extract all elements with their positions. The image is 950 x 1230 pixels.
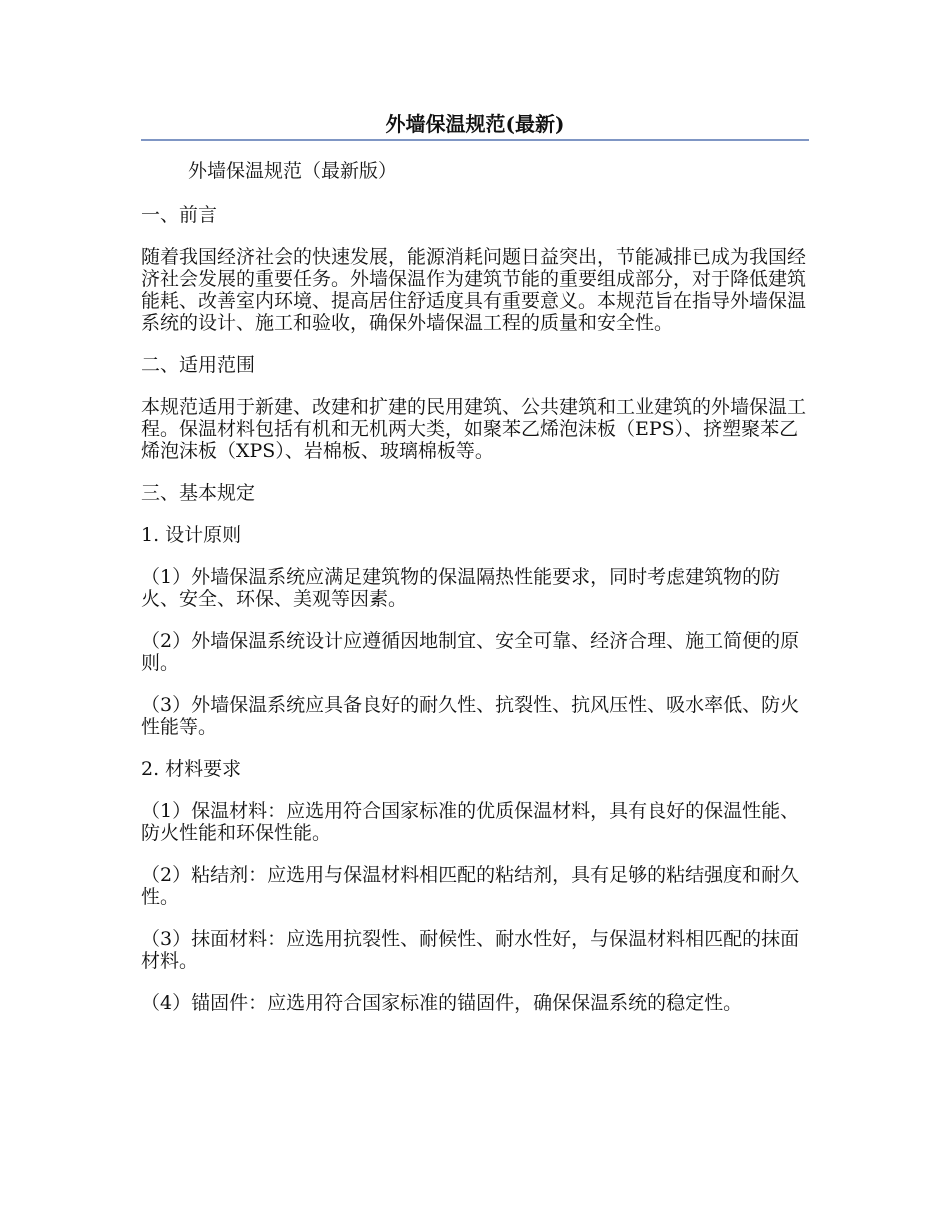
section-heading-basic-rules: 三、基本规定 [141, 482, 256, 504]
list-item: （3）外墙保温系统应具备良好的耐久性、抗裂性、抗风压性、吸水率低、防火性能等。 [141, 694, 800, 738]
document-body [141, 160, 811, 1034]
title-divider [141, 139, 809, 141]
paragraph-scope: 本规范适用于新建、改建和扩建的民用建筑、公共建筑和工业建筑的外墙保温工程。保温材料包括有机和无机两大类，如聚苯乙烯泡沫板（EPS）、挤塑聚苯乙烯泡沫板（XPS）、岩棉板、玻璃棉板等。 [141, 396, 807, 462]
paragraph-preface: 随着我国经济社会的快速发展，能源消耗问题日益突出，节能减排已成为我国经济社会发展的重要任务。外墙保温作为建筑节能的重要组成部分，对于降低建筑能耗、改善室内环境、提高居住舒适度具有重要意义。本规范旨在指导外墙保温系统的设计、施工和验收，确保外墙保温工程的质量和安全性。 [141, 246, 807, 334]
section-heading-preface: 一、前言 [141, 204, 218, 226]
document-subtitle: 外墙保温规范（最新版） [188, 160, 398, 182]
subheading-material-requirements: 2. 材料要求 [141, 758, 242, 780]
list-item: （2）粘结剂：应选用与保温材料相匹配的粘结剂，具有足够的粘结强度和耐久性。 [141, 864, 800, 908]
list-item: （1）保温材料：应选用符合国家标准的优质保温材料，具有良好的保温性能、防火性能和环保性能。 [141, 800, 800, 844]
list-item: （2）外墙保温系统设计应遵循因地制宜、安全可靠、经济合理、施工简便的原则。 [141, 630, 800, 674]
subheading-design-principles: 1. 设计原则 [141, 524, 242, 546]
list-item: （4）锚固件：应选用符合国家标准的锚固件，确保保温系统的稳定性。 [141, 992, 743, 1014]
list-item: （3）抹面材料：应选用抗裂性、耐候性、耐水性好，与保温材料相匹配的抹面材料。 [141, 928, 800, 972]
document-title: 外墙保温规范(最新) [385, 112, 565, 136]
list-item: （1）外墙保温系统应满足建筑物的保温隔热性能要求，同时考虑建筑物的防火、安全、环保、美观等因素。 [141, 566, 781, 610]
section-heading-scope: 二、适用范围 [141, 354, 256, 376]
